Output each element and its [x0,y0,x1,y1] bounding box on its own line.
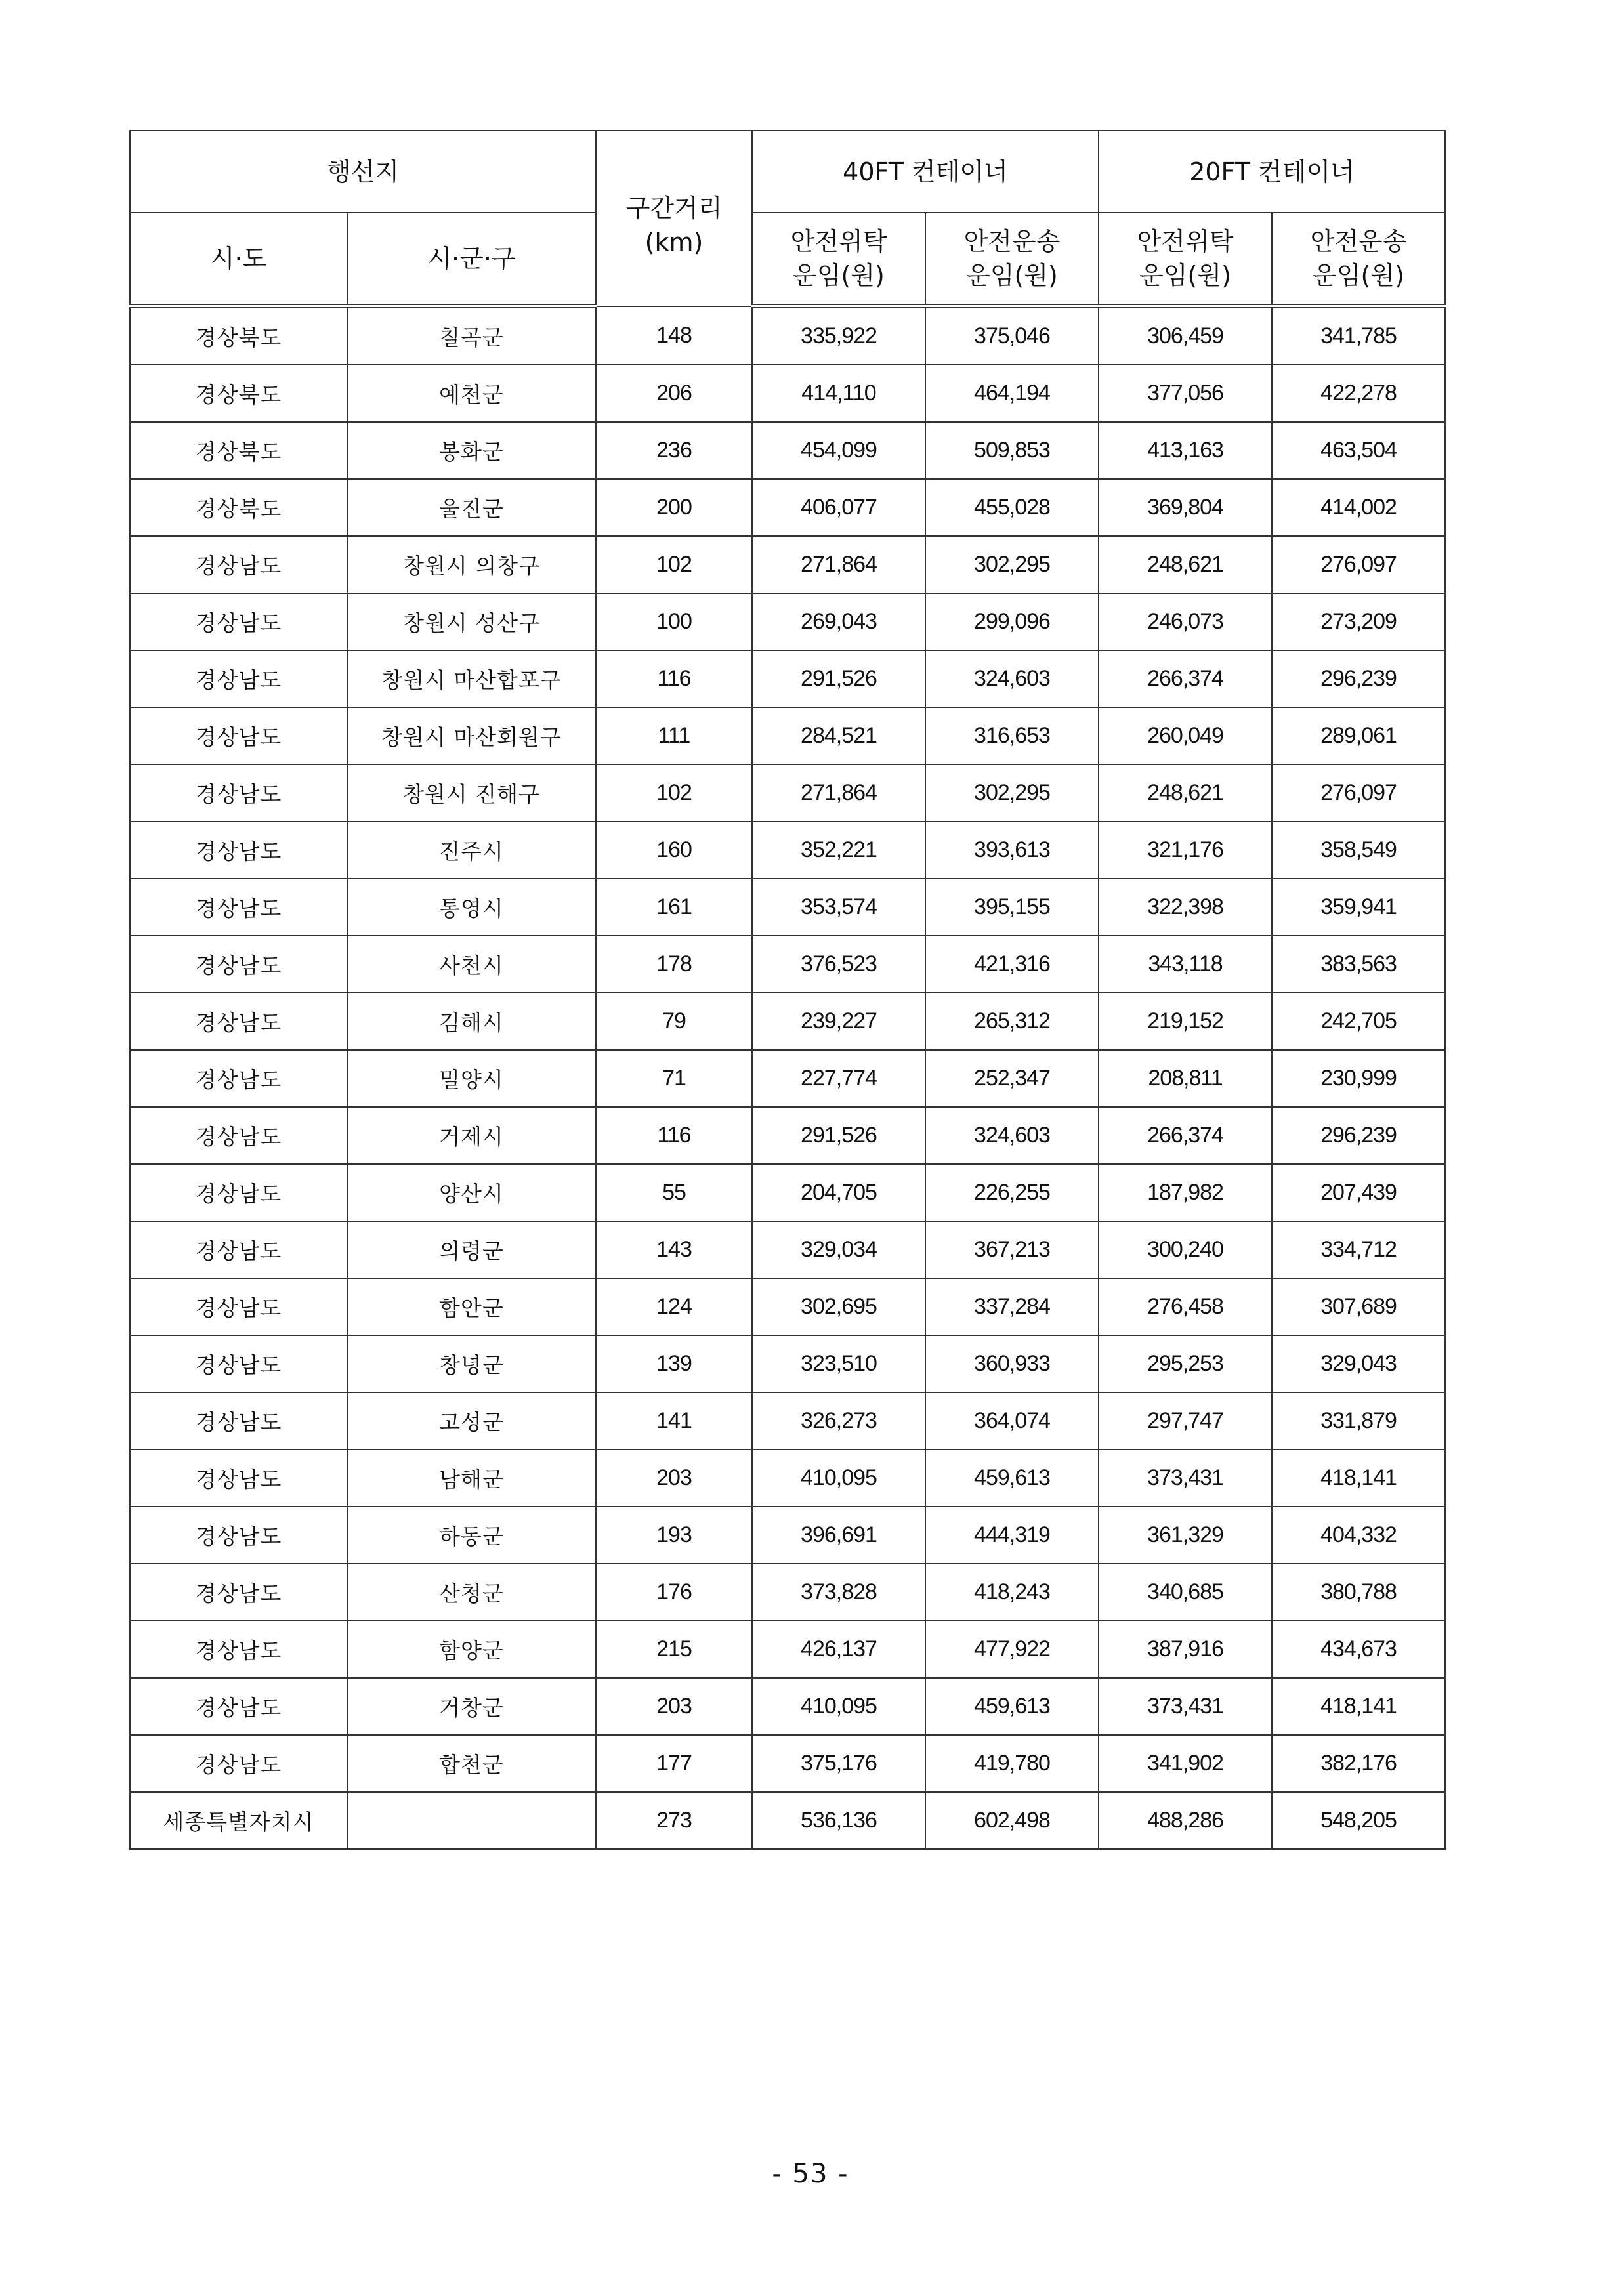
cell-40ft-consign-rate: 269,043 [752,593,925,650]
cell-40ft-transport-rate: 455,028 [925,479,1099,536]
header-40ft-consign-line2: 운임(원) [793,261,885,290]
cell-distance: 124 [596,1278,752,1335]
cell-40ft-transport-rate: 395,155 [925,879,1099,936]
cell-40ft-transport-rate: 302,295 [925,764,1099,822]
cell-distance: 100 [596,593,752,650]
header-20ft-consign-line1: 안전위탁 [1137,227,1234,256]
cell-distance: 200 [596,479,752,536]
cell-province: 경상남도 [130,1392,347,1450]
cell-province: 경상남도 [130,993,347,1050]
header-20ft-transport-line2: 운임(원) [1313,261,1404,290]
cell-distance: 102 [596,764,752,822]
cell-distance: 178 [596,936,752,993]
cell-40ft-consign-rate: 352,221 [752,822,925,879]
cell-20ft-transport-rate: 307,689 [1272,1278,1445,1335]
cell-20ft-transport-rate: 463,504 [1272,422,1445,479]
cell-40ft-consign-rate: 329,034 [752,1221,925,1278]
cell-distance: 215 [596,1621,752,1678]
table-row [130,1164,1445,1221]
cell-20ft-consign-rate: 246,073 [1099,593,1272,650]
cell-40ft-consign-rate: 536,136 [752,1792,925,1849]
cell-city: 함안군 [347,1278,596,1335]
cell-40ft-consign-rate: 414,110 [752,365,925,422]
cell-distance: 160 [596,822,752,879]
cell-40ft-transport-rate: 324,603 [925,650,1099,707]
cell-20ft-transport-rate: 242,705 [1272,993,1445,1050]
cell-distance: 139 [596,1335,752,1392]
cell-province: 경상남도 [130,1735,347,1792]
cell-20ft-consign-rate: 413,163 [1099,422,1272,479]
cell-40ft-consign-rate: 326,273 [752,1392,925,1450]
cell-40ft-transport-rate: 464,194 [925,365,1099,422]
cell-province: 경상남도 [130,1278,347,1335]
cell-40ft-consign-rate: 375,176 [752,1735,925,1792]
cell-city: 창녕군 [347,1335,596,1392]
table-row [130,1564,1445,1621]
table-body [130,306,1445,1850]
cell-20ft-consign-rate: 377,056 [1099,365,1272,422]
table-row [130,1392,1445,1450]
cell-distance: 141 [596,1392,752,1450]
cell-province: 경상북도 [130,365,347,422]
cell-province: 경상남도 [130,1335,347,1392]
table-row [130,650,1445,707]
header-distance-unit: (km) [644,227,704,257]
cell-20ft-transport-rate: 382,176 [1272,1735,1445,1792]
cell-city [347,1792,596,1849]
cell-40ft-consign-rate: 284,521 [752,707,925,764]
cell-province: 경상남도 [130,650,347,707]
cell-20ft-consign-rate: 219,152 [1099,993,1272,1050]
cell-20ft-transport-rate: 273,209 [1272,593,1445,650]
header-20ft: 20FT 컨테이너 [1099,131,1445,213]
cell-province: 경상남도 [130,822,347,879]
cell-40ft-consign-rate: 396,691 [752,1507,925,1564]
header-region: 행선지 [130,131,596,213]
cell-20ft-consign-rate: 276,458 [1099,1278,1272,1335]
cell-distance: 71 [596,1050,752,1107]
cell-40ft-transport-rate: 252,347 [925,1050,1099,1107]
cell-province: 경상남도 [130,593,347,650]
cell-distance: 116 [596,650,752,707]
cell-40ft-consign-rate: 376,523 [752,936,925,993]
cell-40ft-transport-rate: 393,613 [925,822,1099,879]
header-40ft-transport-line1: 안전운송 [963,227,1061,256]
cell-distance: 203 [596,1678,752,1735]
cell-40ft-transport-rate: 316,653 [925,707,1099,764]
cell-20ft-transport-rate: 422,278 [1272,365,1445,422]
cell-distance: 102 [596,536,752,593]
cell-province: 경상남도 [130,1678,347,1735]
cell-40ft-consign-rate: 353,574 [752,879,925,936]
cell-city: 칠곡군 [347,306,596,365]
cell-province: 경상남도 [130,1564,347,1621]
cell-40ft-consign-rate: 410,095 [752,1678,925,1735]
cell-distance: 116 [596,1107,752,1164]
header-40ft-transport [925,213,1099,306]
cell-20ft-transport-rate: 341,785 [1272,306,1445,365]
table-row [130,365,1445,422]
cell-distance: 148 [596,306,752,365]
table-row [130,479,1445,536]
cell-40ft-transport-rate: 421,316 [925,936,1099,993]
cell-20ft-consign-rate: 300,240 [1099,1221,1272,1278]
cell-province: 경상남도 [130,1050,347,1107]
cell-40ft-transport-rate: 299,096 [925,593,1099,650]
cell-20ft-transport-rate: 331,879 [1272,1392,1445,1450]
cell-20ft-transport-rate: 296,239 [1272,1107,1445,1164]
cell-40ft-consign-rate: 271,864 [752,536,925,593]
table-row [130,1221,1445,1278]
cell-20ft-consign-rate: 208,811 [1099,1050,1272,1107]
table-row [130,1735,1445,1792]
cell-20ft-transport-rate: 548,205 [1272,1792,1445,1849]
cell-20ft-transport-rate: 289,061 [1272,707,1445,764]
cell-city: 예천군 [347,365,596,422]
cell-distance: 273 [596,1792,752,1849]
cell-distance: 111 [596,707,752,764]
cell-province: 경상남도 [130,1450,347,1507]
cell-city: 창원시 마산회원구 [347,707,596,764]
cell-distance: 79 [596,993,752,1050]
cell-40ft-consign-rate: 239,227 [752,993,925,1050]
cell-40ft-consign-rate: 291,526 [752,1107,925,1164]
cell-city: 김해시 [347,993,596,1050]
header-20ft-transport-line1: 안전운송 [1310,227,1407,256]
cell-20ft-consign-rate: 295,253 [1099,1335,1272,1392]
cell-20ft-consign-rate: 260,049 [1099,707,1272,764]
cell-province: 경상남도 [130,1107,347,1164]
cell-40ft-consign-rate: 291,526 [752,650,925,707]
cell-city: 진주시 [347,822,596,879]
cell-city: 산청군 [347,1564,596,1621]
cell-40ft-transport-rate: 265,312 [925,993,1099,1050]
cell-20ft-transport-rate: 276,097 [1272,764,1445,822]
cell-40ft-transport-rate: 509,853 [925,422,1099,479]
table-row [130,1621,1445,1678]
cell-city: 창원시 마산합포구 [347,650,596,707]
table-row [130,593,1445,650]
cell-20ft-consign-rate: 340,685 [1099,1564,1272,1621]
header-40ft: 40FT 컨테이너 [752,131,1099,213]
cell-city: 양산시 [347,1164,596,1221]
header-40ft-consign-line1: 안전위탁 [790,227,887,256]
cell-20ft-consign-rate: 488,286 [1099,1792,1272,1849]
cell-city: 봉화군 [347,422,596,479]
cell-40ft-transport-rate: 602,498 [925,1792,1099,1849]
cell-distance: 55 [596,1164,752,1221]
cell-40ft-transport-rate: 459,613 [925,1678,1099,1735]
cell-40ft-transport-rate: 324,603 [925,1107,1099,1164]
cell-distance: 143 [596,1221,752,1278]
cell-40ft-consign-rate: 271,864 [752,764,925,822]
cell-40ft-transport-rate: 302,295 [925,536,1099,593]
cell-city: 남해군 [347,1450,596,1507]
cell-province: 경상남도 [130,536,347,593]
cell-20ft-consign-rate: 297,747 [1099,1392,1272,1450]
cell-20ft-transport-rate: 276,097 [1272,536,1445,593]
cell-20ft-consign-rate: 187,982 [1099,1164,1272,1221]
cell-20ft-consign-rate: 341,902 [1099,1735,1272,1792]
cell-20ft-transport-rate: 404,332 [1272,1507,1445,1564]
cell-20ft-consign-rate: 248,621 [1099,764,1272,822]
header-40ft-consign [752,213,925,306]
header-city: 시·군·구 [347,213,596,306]
cell-distance: 206 [596,365,752,422]
table-row [130,1450,1445,1507]
cell-province: 경상남도 [130,707,347,764]
table-row [130,1278,1445,1335]
cell-province: 경상남도 [130,1164,347,1221]
cell-20ft-transport-rate: 380,788 [1272,1564,1445,1621]
cell-province: 경상남도 [130,764,347,822]
cell-distance: 177 [596,1735,752,1792]
cell-20ft-consign-rate: 321,176 [1099,822,1272,879]
table-row [130,822,1445,879]
cell-20ft-consign-rate: 306,459 [1099,306,1272,365]
cell-20ft-transport-rate: 383,563 [1272,936,1445,993]
cell-city: 창원시 의창구 [347,536,596,593]
cell-40ft-transport-rate: 367,213 [925,1221,1099,1278]
cell-city: 의령군 [347,1221,596,1278]
cell-40ft-transport-rate: 419,780 [925,1735,1099,1792]
cell-distance: 176 [596,1564,752,1621]
cell-20ft-transport-rate: 414,002 [1272,479,1445,536]
cell-40ft-transport-rate: 459,613 [925,1450,1099,1507]
cell-20ft-consign-rate: 322,398 [1099,879,1272,936]
cell-20ft-transport-rate: 434,673 [1272,1621,1445,1678]
cell-distance: 161 [596,879,752,936]
cell-city: 사천시 [347,936,596,993]
table-row [130,1507,1445,1564]
header-20ft-consign-line2: 운임(원) [1139,261,1231,290]
cell-20ft-transport-rate: 418,141 [1272,1450,1445,1507]
table-row [130,936,1445,993]
freight-rate-table [129,130,1446,1850]
cell-40ft-transport-rate: 360,933 [925,1335,1099,1392]
cell-20ft-transport-rate: 329,043 [1272,1335,1445,1392]
table-header [130,131,1445,306]
cell-40ft-transport-rate: 226,255 [925,1164,1099,1221]
header-distance [596,131,752,306]
cell-20ft-transport-rate: 296,239 [1272,650,1445,707]
cell-20ft-consign-rate: 266,374 [1099,650,1272,707]
cell-city: 합천군 [347,1735,596,1792]
cell-province: 세종특별자치시 [130,1792,347,1849]
cell-city: 하동군 [347,1507,596,1564]
cell-province: 경상남도 [130,1507,347,1564]
cell-40ft-consign-rate: 454,099 [752,422,925,479]
cell-distance: 203 [596,1450,752,1507]
cell-province: 경상남도 [130,879,347,936]
cell-20ft-transport-rate: 359,941 [1272,879,1445,936]
cell-distance: 193 [596,1507,752,1564]
cell-40ft-consign-rate: 302,695 [752,1278,925,1335]
cell-20ft-consign-rate: 373,431 [1099,1450,1272,1507]
cell-40ft-consign-rate: 204,705 [752,1164,925,1221]
cell-40ft-transport-rate: 444,319 [925,1507,1099,1564]
table-row [130,993,1445,1050]
cell-20ft-transport-rate: 334,712 [1272,1221,1445,1278]
cell-province: 경상남도 [130,1221,347,1278]
cell-city: 창원시 성산구 [347,593,596,650]
cell-40ft-transport-rate: 364,074 [925,1392,1099,1450]
cell-20ft-transport-rate: 358,549 [1272,822,1445,879]
table-row [130,422,1445,479]
table-row [130,536,1445,593]
cell-province: 경상남도 [130,1621,347,1678]
cell-40ft-transport-rate: 375,046 [925,306,1099,365]
cell-20ft-consign-rate: 248,621 [1099,536,1272,593]
cell-40ft-consign-rate: 373,828 [752,1564,925,1621]
header-20ft-consign [1099,213,1272,306]
header-distance-label: 구간거리 [625,193,723,222]
cell-20ft-transport-rate: 418,141 [1272,1678,1445,1735]
cell-province: 경상북도 [130,306,347,365]
cell-20ft-consign-rate: 369,804 [1099,479,1272,536]
cell-40ft-consign-rate: 323,510 [752,1335,925,1392]
cell-city: 통영시 [347,879,596,936]
cell-40ft-transport-rate: 337,284 [925,1278,1099,1335]
header-20ft-transport [1272,213,1445,306]
table-row [130,306,1445,365]
cell-40ft-consign-rate: 406,077 [752,479,925,536]
cell-city: 함양군 [347,1621,596,1678]
cell-city: 창원시 진해구 [347,764,596,822]
cell-40ft-consign-rate: 410,095 [752,1450,925,1507]
cell-20ft-transport-rate: 207,439 [1272,1164,1445,1221]
table-row [130,1335,1445,1392]
cell-city: 거제시 [347,1107,596,1164]
cell-distance: 236 [596,422,752,479]
cell-province: 경상북도 [130,479,347,536]
cell-40ft-transport-rate: 477,922 [925,1621,1099,1678]
cell-20ft-consign-rate: 343,118 [1099,936,1272,993]
cell-20ft-consign-rate: 266,374 [1099,1107,1272,1164]
header-province: 시·도 [130,213,347,306]
table-row [130,707,1445,764]
table-row [130,879,1445,936]
header-40ft-transport-line2: 운임(원) [966,261,1058,290]
cell-40ft-consign-rate: 426,137 [752,1621,925,1678]
cell-city: 밀양시 [347,1050,596,1107]
table-row [130,1050,1445,1107]
cell-20ft-consign-rate: 387,916 [1099,1621,1272,1678]
cell-city: 고성군 [347,1392,596,1450]
cell-city: 거창군 [347,1678,596,1735]
cell-province: 경상남도 [130,936,347,993]
cell-40ft-consign-rate: 227,774 [752,1050,925,1107]
cell-40ft-consign-rate: 335,922 [752,306,925,365]
table-row [130,1792,1445,1849]
cell-20ft-consign-rate: 361,329 [1099,1507,1272,1564]
table-row [130,764,1445,822]
cell-40ft-transport-rate: 418,243 [925,1564,1099,1621]
table-row [130,1107,1445,1164]
table-row [130,1678,1445,1735]
cell-city: 울진군 [347,479,596,536]
cell-province: 경상북도 [130,422,347,479]
page-number: - 53 - [772,2159,849,2189]
cell-20ft-consign-rate: 373,431 [1099,1678,1272,1735]
cell-20ft-transport-rate: 230,999 [1272,1050,1445,1107]
